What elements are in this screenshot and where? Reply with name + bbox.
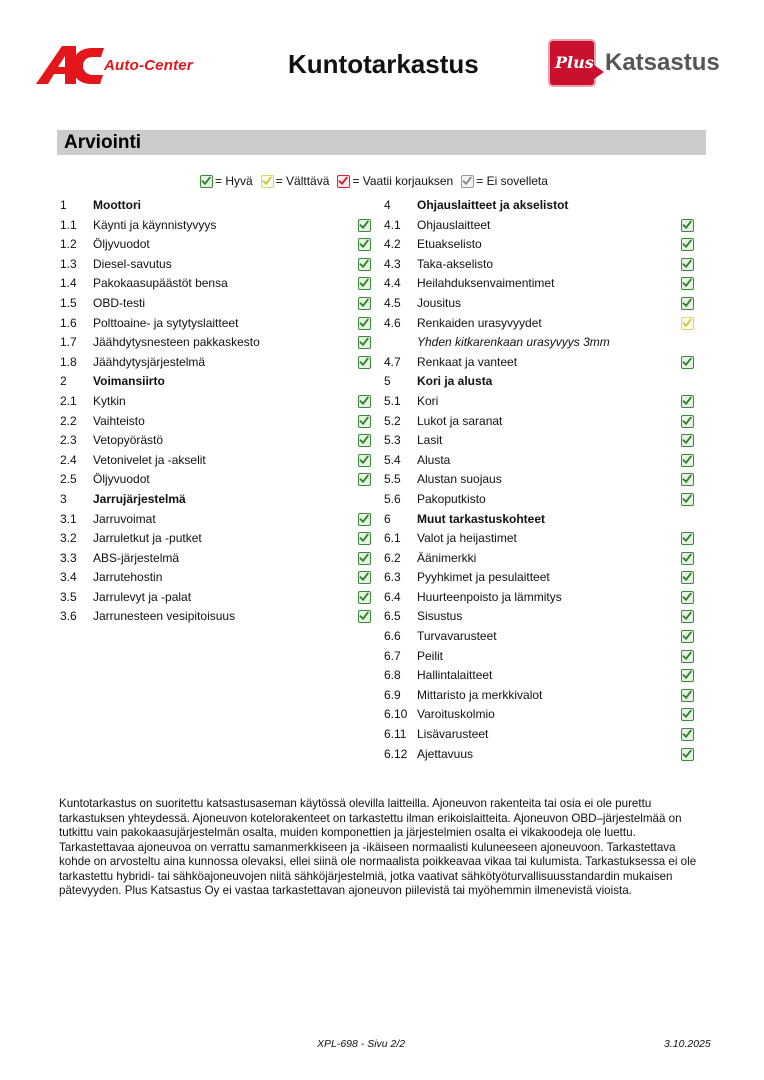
item-number: 4 <box>384 198 391 212</box>
checkbox-good-icon <box>358 434 371 447</box>
item-number: 4.7 <box>384 354 401 369</box>
checkbox-good-icon <box>358 532 371 545</box>
checklist-item <box>384 725 700 745</box>
item-label: Peilit <box>417 648 444 663</box>
item-label: Jäähdytysjärjestelmä <box>93 354 206 369</box>
checkbox-good-icon <box>681 277 694 290</box>
checkbox-good-icon <box>681 493 694 506</box>
item-number: 6.7 <box>384 648 401 663</box>
footer-page-info: XPL-698 - Sivu 2/2 <box>317 1038 406 1050</box>
item-label: Jarrulevyt ja -palat <box>93 589 192 604</box>
item-number: 4.1 <box>384 217 401 232</box>
checklist-item <box>384 666 700 686</box>
section-header <box>57 130 706 155</box>
item-label: Jäähdytysnesteen pakkaskesto <box>93 335 260 350</box>
checkbox-good-icon <box>681 728 694 741</box>
item-number: 1.4 <box>60 276 77 291</box>
checkbox-good-icon <box>681 552 694 565</box>
item-number: 6.12 <box>384 746 408 761</box>
item-number: 2.2 <box>60 413 77 428</box>
checklist-item <box>384 314 700 334</box>
item-label: OBD-testi <box>93 295 146 310</box>
item-number: 6.9 <box>384 687 401 702</box>
checklist-item <box>60 314 376 334</box>
checklist-item <box>384 216 700 236</box>
checkbox-good-icon <box>681 708 694 721</box>
checklist-item <box>60 235 376 255</box>
checkbox-good-icon <box>681 415 694 428</box>
item-label: Vetonivelet ja -akselit <box>93 452 206 467</box>
item-label: Jarruletkut ja -putket <box>93 531 202 546</box>
checklist-item <box>384 353 700 373</box>
item-label: ABS-järjestelmä <box>93 550 180 565</box>
item-number: 1.3 <box>60 256 77 271</box>
item-label: Kytkin <box>93 393 126 408</box>
item-number: 6.11 <box>384 727 407 742</box>
checklist-item <box>384 549 700 569</box>
item-number: 6.8 <box>384 668 401 683</box>
checkbox-good-icon <box>681 454 694 467</box>
item-label: Etuakselisto <box>417 237 482 252</box>
item-label: Diesel-savutus <box>93 256 172 271</box>
category-heading <box>60 372 376 392</box>
checklist-item <box>384 255 700 275</box>
checklist-item <box>60 412 376 432</box>
item-number: 6.3 <box>384 570 401 585</box>
category-heading <box>60 490 376 510</box>
checklist-item <box>384 607 700 627</box>
speech-tail-icon <box>594 65 604 79</box>
checkbox-good-icon <box>681 748 694 761</box>
checkbox-good-icon <box>358 219 371 232</box>
legend-item-good <box>200 174 253 188</box>
legend-item-fair <box>261 174 330 188</box>
item-number: 3.6 <box>60 609 77 624</box>
item-label: Yhden kitkarenkaan urasyvyys 3mm <box>417 335 610 350</box>
item-number: 3.4 <box>60 570 77 585</box>
checkbox-good-icon <box>358 513 371 526</box>
checkbox-good-icon <box>358 297 371 310</box>
auto-center-wordmark: Auto-Center <box>104 57 193 74</box>
item-number: 1.7 <box>60 335 77 350</box>
item-label: Öljyvuodot <box>93 237 150 252</box>
checklist-item <box>60 392 376 412</box>
item-number: 2 <box>60 374 67 389</box>
item-label: Kori ja alusta <box>417 374 493 389</box>
category-heading <box>384 372 700 392</box>
item-number: 4.2 <box>384 237 401 252</box>
checkbox-fair-icon <box>681 317 694 330</box>
item-label: Turvavarusteet <box>417 629 497 644</box>
checklist-item <box>384 274 700 294</box>
checklist-item <box>384 490 700 510</box>
item-number: 5.4 <box>384 452 401 467</box>
item-number: 5.2 <box>384 413 401 428</box>
item-number: 4.6 <box>384 315 401 330</box>
item-label: Vetopyörästö <box>93 433 164 448</box>
item-label: Varoituskolmio <box>417 707 495 722</box>
checklist-item <box>60 294 376 314</box>
item-number: 5.6 <box>384 491 401 506</box>
checklist-item <box>384 568 700 588</box>
checklist-item <box>384 431 700 451</box>
item-label: Valot ja heijastimet <box>417 531 517 546</box>
item-number: 6.5 <box>384 609 401 624</box>
item-number: 5.5 <box>384 472 401 487</box>
item-label: Vaihteisto <box>93 413 145 428</box>
checklist-item <box>384 627 700 647</box>
checklist-item <box>384 235 700 255</box>
category-heading <box>384 510 700 530</box>
item-number: 6.1 <box>384 531 401 546</box>
item-number: 5 <box>384 374 391 389</box>
legend-label: = Hyvä <box>215 174 253 188</box>
item-number: 4.4 <box>384 276 401 291</box>
footer-date: 3.10.2025 <box>664 1038 711 1050</box>
checkbox-good-icon <box>681 669 694 682</box>
item-number: 6 <box>384 511 391 526</box>
item-label: Heilahduksenvaimentimet <box>417 276 555 291</box>
checkbox-good-icon <box>681 473 694 486</box>
checklist-item <box>384 745 700 765</box>
checkbox-good-icon <box>358 258 371 271</box>
checkbox-good-icon <box>358 415 371 428</box>
checklist-item <box>60 353 376 373</box>
item-label: Äänimerkki <box>417 550 477 565</box>
item-label: Jarrutehostin <box>93 570 163 585</box>
checkbox-good-icon <box>681 532 694 545</box>
item-label: Voimansiirto <box>93 374 165 389</box>
legend-label: = Vaatii korjauksen <box>352 174 454 188</box>
checklist-item <box>384 529 700 549</box>
disclaimer-text: Kuntotarkastus on suoritettu katsastusaseman käytössä olevilla laitteilla. Ajoneuvon rakenteita tai osia ei ole purettu tarkastuksen yhteydessä. Ajoneuvon kotelorakenteet on tarkastettu ilman erikoislaitteita. Ajoneuvon OBD–järjestelmää on tutkittu vain pakokaasujärjestelmän osalta, muiden komponettien ja järjestelmien osalta ei vikakoodeja ole luettu. Tarkastettavaa ajoneuvoa on verrattu samanmerkkiseen ja -ikäiseen normaalisti kuluneeseen ajoneuvoon. Tarkastettava kohde on arvosteltu aina kunnossa olevaksi, ellei siinä ole normaalista poikkeavaa vikaa tai kulumista. Tarkastuksessa ei ole tarkastettu hybridi- tai sähköajoneuvojen niitä sähköjärjestelmiä, jotka vaativat sähkötyöturvallisuusstandardin mukaisen pätevyyden. Plus Katsastus Oy ei vastaa tarkastettavan ajoneuvon piilevistä tai myöhemmin ilmenevistä vioista. <box>59 797 697 897</box>
item-number: 2.1 <box>60 393 77 408</box>
item-number: 5.3 <box>384 433 401 448</box>
item-number: 2.5 <box>60 472 77 487</box>
checkbox-good-icon <box>358 317 371 330</box>
checkbox-good-icon <box>681 630 694 643</box>
checklist-item <box>60 255 376 275</box>
checkbox-good-icon <box>358 238 371 251</box>
checklist-item <box>384 294 700 314</box>
item-label: Sisustus <box>417 609 463 624</box>
item-label: Taka-akselisto <box>417 256 494 271</box>
checkbox-good-icon <box>200 175 213 188</box>
checkbox-good-icon <box>681 219 694 232</box>
item-number: 4.3 <box>384 256 401 271</box>
checkbox-good-icon <box>358 552 371 565</box>
checkbox-good-icon <box>358 336 371 349</box>
item-number: 5.1 <box>384 393 401 408</box>
item-label: Pyyhkimet ja pesulaitteet <box>417 570 550 585</box>
item-label: Jarrunesteen vesipitoisuus <box>93 609 236 624</box>
legend-label: = Välttävä <box>275 174 330 188</box>
plus-badge <box>548 39 596 87</box>
legend <box>200 172 556 190</box>
checklist-item <box>60 529 376 549</box>
left-checklist-column <box>60 196 376 627</box>
checklist-item <box>60 333 376 353</box>
item-number: 6.6 <box>384 629 401 644</box>
checklist-item <box>60 588 376 608</box>
item-label: Lukot ja saranat <box>417 413 503 428</box>
item-number: 1.6 <box>60 315 77 330</box>
checkbox-good-icon <box>358 356 371 369</box>
ac-logo-mark-icon <box>36 44 106 86</box>
checklist-item <box>60 216 376 236</box>
checkbox-good-icon <box>681 610 694 623</box>
checkbox-good-icon <box>358 610 371 623</box>
item-label: Jarrujärjestelmä <box>93 491 186 506</box>
checkbox-good-icon <box>681 297 694 310</box>
item-number: 3 <box>60 491 67 506</box>
checkbox-good-icon <box>681 395 694 408</box>
item-number: 6.4 <box>384 589 401 604</box>
item-number: 3.2 <box>60 531 77 546</box>
checkbox-na-icon <box>461 175 474 188</box>
item-number: 1.8 <box>60 354 77 369</box>
checkbox-good-icon <box>681 356 694 369</box>
item-number: 1.5 <box>60 295 77 310</box>
checkbox-good-icon <box>681 650 694 663</box>
legend-item-bad <box>337 174 453 188</box>
item-label: Polttoaine- ja sytytyslaitteet <box>93 315 239 330</box>
checkbox-good-icon <box>681 434 694 447</box>
item-label: Käynti ja käynnistyvyys <box>93 217 217 232</box>
item-label: Pakokaasupäästöt bensa <box>93 276 228 291</box>
checkbox-good-icon <box>358 395 371 408</box>
item-label: Hallintalaitteet <box>417 668 493 683</box>
item-label: Alusta <box>417 452 451 467</box>
checkbox-fair-icon <box>261 175 274 188</box>
checklist-item <box>60 431 376 451</box>
checklist-item <box>384 392 700 412</box>
item-number: 1.2 <box>60 237 77 252</box>
legend-item-na <box>461 174 548 188</box>
item-note <box>384 333 700 353</box>
right-checklist-column <box>384 196 700 764</box>
item-label: Ajettavuus <box>417 746 474 761</box>
checkbox-good-icon <box>358 473 371 486</box>
plus-katsastus-logo <box>548 39 728 87</box>
section-title: Arviointi <box>64 132 142 153</box>
checklist-item <box>384 705 700 725</box>
checklist-item <box>60 607 376 627</box>
checklist-item <box>384 451 700 471</box>
page-title: Kuntotarkastus <box>288 49 479 79</box>
item-label: Öljyvuodot <box>93 472 150 487</box>
item-number: 3.5 <box>60 589 77 604</box>
item-label: Lisävarusteet <box>417 727 489 742</box>
item-number: 1.1 <box>60 217 77 232</box>
checklist-item <box>60 470 376 490</box>
auto-center-logo <box>36 44 226 86</box>
item-label: Kori <box>417 393 439 408</box>
item-label: Moottori <box>93 198 141 212</box>
item-label: Huurteenpoisto ja lämmitys <box>417 589 562 604</box>
item-label: Renkaiden urasyvyydet <box>417 315 542 330</box>
checklist-item <box>384 647 700 667</box>
checklist-item <box>60 549 376 569</box>
checkbox-good-icon <box>358 277 371 290</box>
plus-badge-text: Plus <box>555 53 594 72</box>
item-label: Mittaristo ja merkkivalot <box>417 687 543 702</box>
checkbox-good-icon <box>358 591 371 604</box>
checkbox-good-icon <box>681 689 694 702</box>
checkbox-good-icon <box>358 454 371 467</box>
item-number: 4.5 <box>384 295 401 310</box>
item-label: Alustan suojaus <box>417 472 502 487</box>
checklist-item <box>60 274 376 294</box>
item-number: 1 <box>60 198 67 212</box>
checkbox-good-icon <box>358 571 371 584</box>
item-label: Lasit <box>417 433 443 448</box>
category-heading <box>384 196 700 216</box>
item-label: Jarruvoimat <box>93 511 156 526</box>
checklist-item <box>60 510 376 530</box>
checklist-item <box>384 686 700 706</box>
item-number: 3.1 <box>60 511 77 526</box>
checklist-item <box>384 412 700 432</box>
checkbox-good-icon <box>681 591 694 604</box>
category-heading <box>60 196 376 216</box>
item-label: Muut tarkastuskohteet <box>417 511 546 526</box>
checklist-item <box>60 451 376 471</box>
checkbox-good-icon <box>681 258 694 271</box>
checklist-item <box>384 470 700 490</box>
item-label: Jousitus <box>417 295 462 310</box>
item-label: Renkaat ja vanteet <box>417 354 518 369</box>
checkbox-good-icon <box>681 238 694 251</box>
katsastus-wordmark: Katsastus <box>605 49 720 76</box>
checkbox-bad-icon <box>337 175 350 188</box>
checklist-item <box>384 588 700 608</box>
item-number: 6.2 <box>384 550 401 565</box>
item-label: Ohjauslaitteet <box>417 217 491 232</box>
checklist-item <box>60 568 376 588</box>
item-label: Pakoputkisto <box>417 491 486 506</box>
item-label: Ohjauslaitteet ja akselistot <box>417 198 569 212</box>
item-number: 3.3 <box>60 550 77 565</box>
item-number: 6.10 <box>384 707 408 722</box>
item-number: 2.4 <box>60 452 77 467</box>
legend-label: = Ei sovelleta <box>476 174 548 188</box>
checkbox-good-icon <box>681 571 694 584</box>
item-number: 2.3 <box>60 433 77 448</box>
